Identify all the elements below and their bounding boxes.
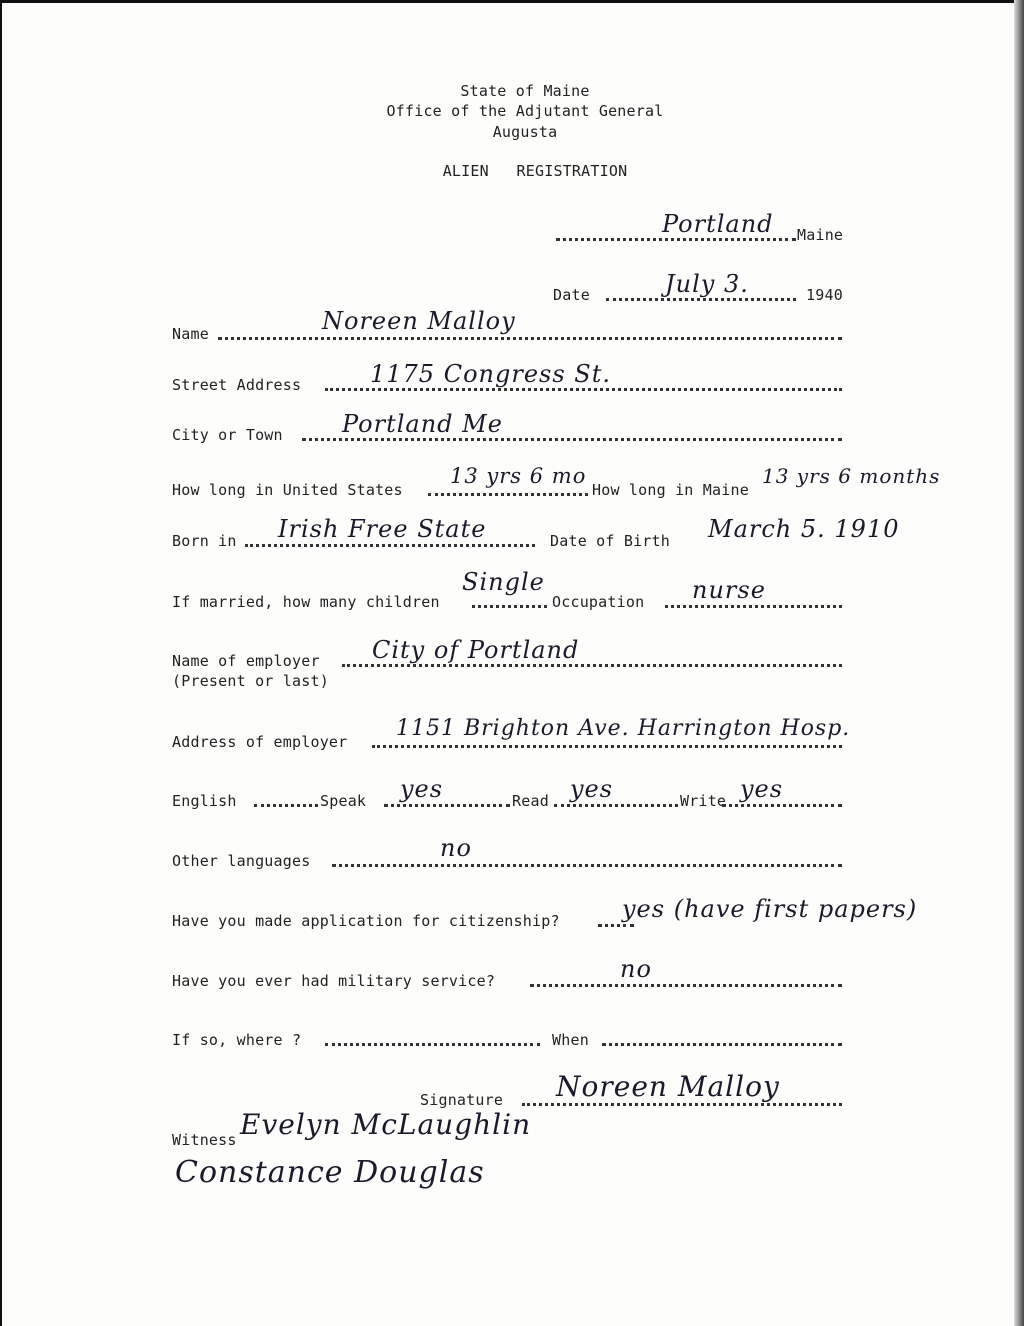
employer-address-value: 1151 Brighton Ave. Harrington Hosp. <box>396 716 851 741</box>
place-dotted-line <box>556 238 796 241</box>
children-label: If married, how many children <box>172 593 440 611</box>
maine-length-label: How long in Maine <box>592 481 749 499</box>
employer-address-label: Address of employer <box>172 733 348 751</box>
us-length-dotted-line <box>428 493 588 496</box>
employer-dotted-line <box>342 664 842 667</box>
employer-address-dotted-line <box>372 745 842 748</box>
name-value: Noreen Malloy <box>322 307 516 335</box>
dob-label: Date of Birth <box>550 532 670 550</box>
signature-label: Signature <box>420 1091 504 1109</box>
scan-edge-left <box>0 0 2 1326</box>
name-dotted-line <box>218 337 842 340</box>
english-label: English <box>172 792 237 810</box>
children-value: Single <box>462 568 545 596</box>
other-languages-dotted-line <box>332 864 842 867</box>
maine-length-value: 13 yrs 6 months <box>762 464 941 488</box>
header-state: State of Maine <box>460 82 590 100</box>
english-dotted-line <box>254 804 318 807</box>
other-languages-label: Other languages <box>172 852 311 870</box>
scan-edge-right <box>1014 0 1024 1326</box>
scan-edge-top <box>0 0 1024 3</box>
when-label: When <box>552 1031 589 1049</box>
write-dotted-line <box>722 804 842 807</box>
read-value: yes <box>570 775 614 803</box>
other-languages-value: no <box>440 834 472 862</box>
witness-label: Witness <box>172 1131 237 1149</box>
us-length-value: 13 yrs 6 mo <box>450 464 587 488</box>
when-dotted-line <box>602 1043 842 1046</box>
speak-dotted-line <box>384 804 510 807</box>
write-label: Write <box>680 792 727 810</box>
employer-label: Name of employer <box>172 652 320 670</box>
header-office: Office of the Adjutant General <box>386 102 664 120</box>
witness-value-2: Constance Douglas <box>175 1155 485 1190</box>
date-year: 1940 <box>806 286 843 304</box>
form-title: ALIEN REGISTRATION <box>442 162 628 180</box>
witness-value-1: Evelyn McLaughlin <box>240 1108 532 1141</box>
born-value: Irish Free State <box>278 515 487 543</box>
military-dotted-line <box>530 984 842 987</box>
citizenship-dotted-line <box>598 924 634 927</box>
signature-value: Noreen Malloy <box>556 1070 780 1103</box>
street-dotted-line <box>325 388 842 391</box>
where-dotted-line <box>325 1043 540 1046</box>
born-dotted-line <box>245 544 535 547</box>
dob-value: March 5. 1910 <box>708 515 900 543</box>
date-label: Date <box>553 286 590 304</box>
header-city: Augusta <box>492 123 558 141</box>
military-label: Have you ever had military service? <box>172 972 496 990</box>
signature-dotted-line <box>522 1103 842 1106</box>
military-value: no <box>620 955 652 983</box>
street-value: 1175 Congress St. <box>370 360 611 388</box>
city-dotted-line <box>302 438 842 441</box>
citizenship-label: Have you made application for citizenship? <box>172 912 560 930</box>
read-label: Read <box>512 792 549 810</box>
city-value: Portland Me <box>342 410 503 438</box>
speak-value: yes <box>400 775 444 803</box>
us-length-label: How long in United States <box>172 481 403 499</box>
where-label: If so, where ? <box>172 1031 302 1049</box>
place-suffix: Maine <box>797 226 844 244</box>
employer-sublabel: (Present or last) <box>172 672 329 690</box>
place-value: Portland <box>662 210 774 238</box>
citizenship-value: yes (have first papers) <box>622 895 918 923</box>
read-dotted-line <box>554 804 678 807</box>
occupation-label: Occupation <box>552 593 645 611</box>
date-value: July 3. <box>665 270 749 298</box>
children-dotted-line <box>472 605 547 608</box>
name-label: Name <box>172 325 209 343</box>
date-dotted-line <box>606 298 796 301</box>
occupation-dotted-line <box>665 605 842 608</box>
city-label: City or Town <box>172 426 283 444</box>
street-label: Street Address <box>172 376 302 394</box>
write-value: yes <box>740 775 784 803</box>
speak-label: Speak <box>320 792 367 810</box>
employer-value: City of Portland <box>372 636 580 664</box>
occupation-value: nurse <box>692 576 766 604</box>
born-label: Born in <box>172 532 237 550</box>
